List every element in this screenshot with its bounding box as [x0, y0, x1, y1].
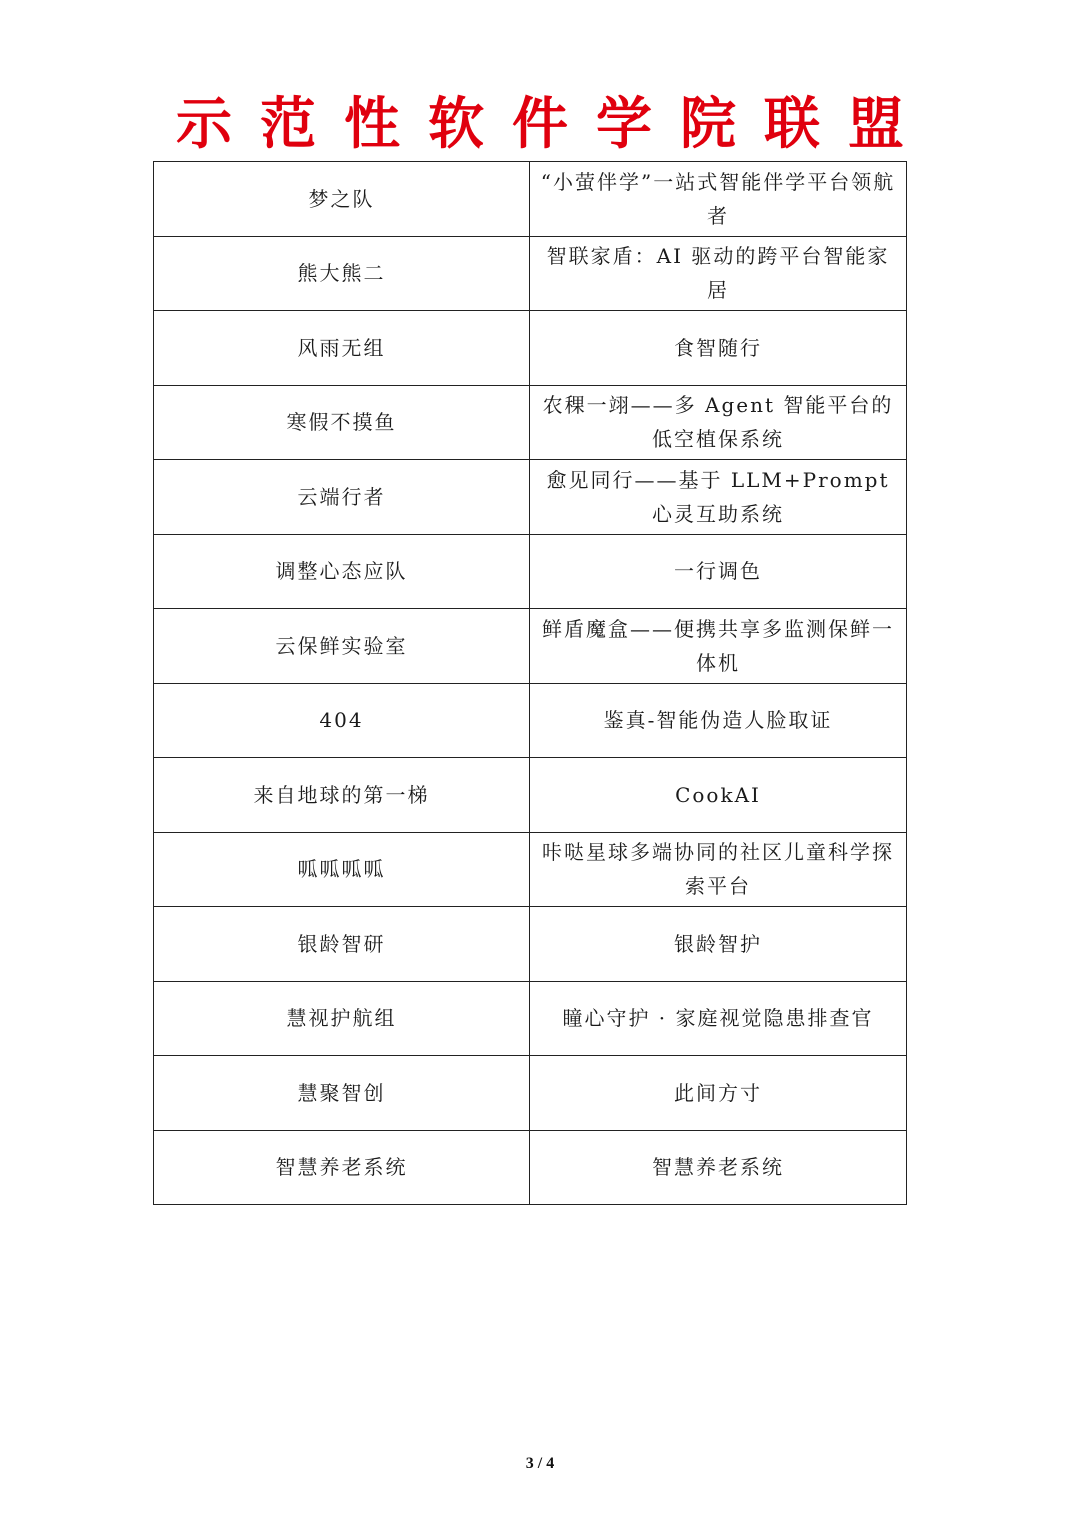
team-name-cell: 调整心态应队: [154, 534, 530, 609]
team-project-table: [153, 161, 907, 1205]
team-name-cell: 云保鲜实验室: [154, 609, 530, 684]
team-name-cell: 云端行者: [154, 460, 530, 535]
project-name-cell: 愈见同行——基于 LLM+Prompt 心灵互助系统: [530, 460, 907, 535]
project-name-cell: 智联家盾：AI 驱动的跨平台智能家居: [530, 236, 907, 311]
table-row: [154, 981, 907, 1056]
team-name-cell: 慧聚智创: [154, 1056, 530, 1131]
project-name-cell: 鉴真-智能伪造人脸取证: [530, 683, 907, 758]
table-row: [154, 534, 907, 609]
project-name-cell: 银龄智护: [530, 907, 907, 982]
project-name-cell: 一行调色: [530, 534, 907, 609]
table-row: [154, 236, 907, 311]
table-row: [154, 907, 907, 982]
table-row: [154, 758, 907, 833]
table-row: [154, 311, 907, 386]
table-row: [154, 385, 907, 460]
team-name-cell: 智慧养老系统: [154, 1130, 530, 1205]
table-row: [154, 1056, 907, 1131]
table-row: [154, 832, 907, 907]
team-name-cell: 梦之队: [154, 162, 530, 237]
table-row: [154, 460, 907, 535]
project-name-cell: 咔哒星球多端协同的社区儿童科学探索平台: [530, 832, 907, 907]
team-name-cell: 银龄智研: [154, 907, 530, 982]
team-name-cell: 404: [154, 683, 530, 758]
project-name-cell: 食智随行: [530, 311, 907, 386]
team-name-cell: 熊大熊二: [154, 236, 530, 311]
page-number: 3 / 4: [525, 1455, 555, 1472]
project-name-cell: CookAI: [530, 758, 907, 833]
team-name-cell: 呱呱呱呱: [154, 832, 530, 907]
team-name-cell: 慧视护航组: [154, 981, 530, 1056]
project-name-cell: 此间方寸: [530, 1056, 907, 1131]
team-name-cell: 寒假不摸鱼: [154, 385, 530, 460]
table-row: [154, 683, 907, 758]
table-row: [154, 1130, 907, 1205]
project-name-cell: 瞳心守护 · 家庭视觉隐患排查官: [530, 981, 907, 1056]
table-row: [154, 609, 907, 684]
team-name-cell: 来自地球的第一梯: [154, 758, 530, 833]
project-name-cell: 农稞一翊——多 Agent 智能平台的低空植保系统: [530, 385, 907, 460]
table-row: [154, 162, 907, 237]
project-name-cell: “小萤伴学”一站式智能伴学平台领航者: [530, 162, 907, 237]
project-name-cell: 鲜盾魔盒——便携共享多监测保鲜一体机: [530, 609, 907, 684]
team-name-cell: 风雨无组: [154, 311, 530, 386]
project-name-cell: 智慧养老系统: [530, 1130, 907, 1205]
page-banner-title: 示范性软件学院联盟: [176, 91, 932, 157]
